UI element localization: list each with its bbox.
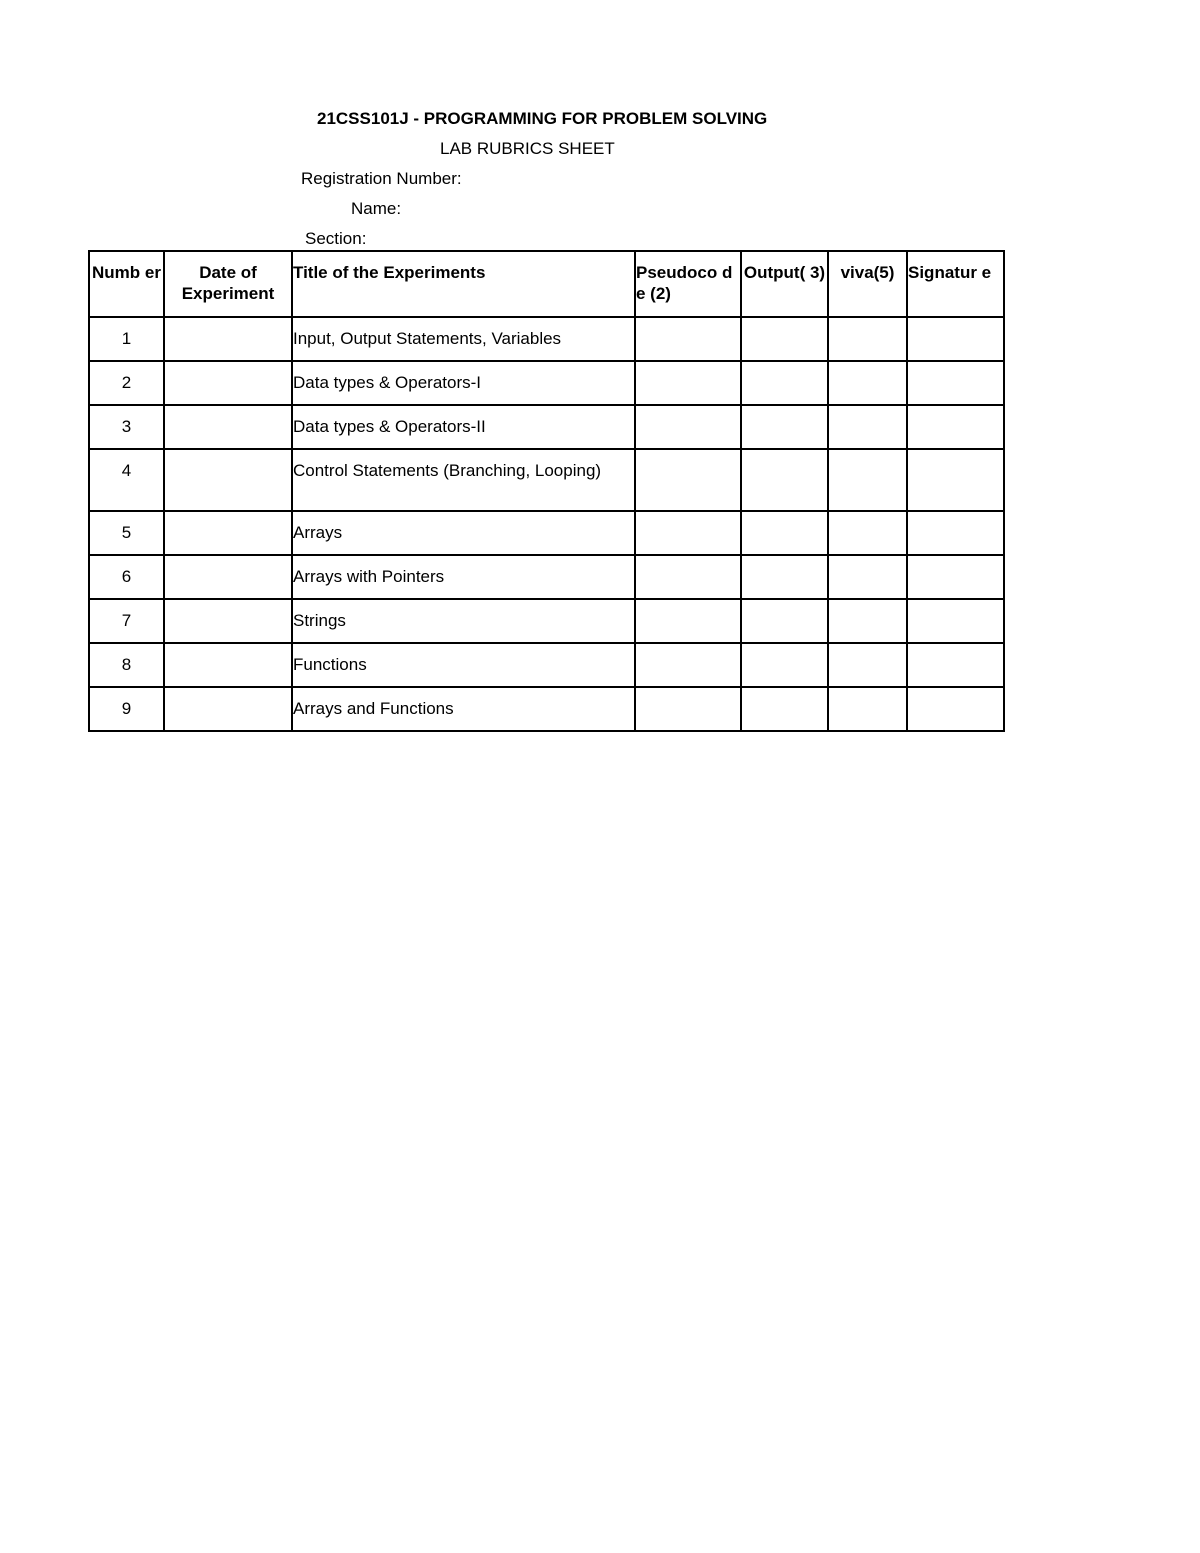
cell-viva[interactable]: [828, 449, 907, 511]
cell-date[interactable]: [164, 511, 292, 555]
cell-title: Arrays and Functions: [292, 687, 635, 731]
cell-title: Arrays: [292, 511, 635, 555]
cell-pseudocode[interactable]: [635, 555, 741, 599]
cell-title: Data types & Operators-II: [292, 405, 635, 449]
cell-number: 7: [89, 599, 164, 643]
cell-pseudocode[interactable]: [635, 361, 741, 405]
cell-title: Functions: [292, 643, 635, 687]
cell-viva[interactable]: [828, 643, 907, 687]
table-row: [89, 449, 1004, 511]
cell-number: 1: [89, 317, 164, 361]
table-row: [89, 599, 1004, 643]
cell-number: 8: [89, 643, 164, 687]
cell-number: 9: [89, 687, 164, 731]
cell-output[interactable]: [741, 317, 828, 361]
column-header-signature: Signatur e: [907, 251, 1004, 317]
cell-signature[interactable]: [907, 405, 1004, 449]
cell-pseudocode[interactable]: [635, 317, 741, 361]
cell-output[interactable]: [741, 449, 828, 511]
cell-date[interactable]: [164, 317, 292, 361]
column-header-pseudocode: Pseudoco de (2): [635, 251, 741, 317]
cell-signature[interactable]: [907, 361, 1004, 405]
cell-output[interactable]: [741, 643, 828, 687]
table-row: [89, 643, 1004, 687]
cell-signature[interactable]: [907, 687, 1004, 731]
cell-viva[interactable]: [828, 555, 907, 599]
table-row: [89, 555, 1004, 599]
cell-output[interactable]: [741, 687, 828, 731]
cell-title: Strings: [292, 599, 635, 643]
table-row: [89, 687, 1004, 731]
cell-output[interactable]: [741, 599, 828, 643]
table-row: [89, 405, 1004, 449]
cell-output[interactable]: [741, 511, 828, 555]
cell-date[interactable]: [164, 643, 292, 687]
column-header-output: Output( 3): [741, 251, 828, 317]
section-label: Section:: [305, 229, 367, 248]
registration-number-label: Registration Number:: [301, 169, 462, 188]
cell-signature[interactable]: [907, 599, 1004, 643]
cell-output[interactable]: [741, 555, 828, 599]
table-header-row: [89, 251, 1004, 317]
cell-signature[interactable]: [907, 643, 1004, 687]
course-title: 21CSS101J - PROGRAMMING FOR PROBLEM SOLVING: [317, 109, 768, 128]
cell-date[interactable]: [164, 687, 292, 731]
cell-pseudocode[interactable]: [635, 599, 741, 643]
cell-number: 5: [89, 511, 164, 555]
column-header-date: Date of Experiment: [164, 251, 292, 317]
cell-number: 4: [89, 449, 164, 511]
cell-pseudocode[interactable]: [635, 405, 741, 449]
column-header-title: Title of the Experiments: [292, 251, 635, 317]
cell-title: Input, Output Statements, Variables: [292, 317, 635, 361]
cell-date[interactable]: [164, 449, 292, 511]
cell-pseudocode[interactable]: [635, 687, 741, 731]
cell-viva[interactable]: [828, 511, 907, 555]
cell-date[interactable]: [164, 599, 292, 643]
cell-signature[interactable]: [907, 555, 1004, 599]
cell-output[interactable]: [741, 361, 828, 405]
table-row: [89, 511, 1004, 555]
cell-title: Control Statements (Branching, Looping): [292, 449, 635, 511]
cell-pseudocode[interactable]: [635, 643, 741, 687]
table-row: [89, 317, 1004, 361]
cell-viva[interactable]: [828, 361, 907, 405]
rubrics-table: [88, 250, 1005, 732]
cell-title: Arrays with Pointers: [292, 555, 635, 599]
cell-viva[interactable]: [828, 405, 907, 449]
cell-viva[interactable]: [828, 317, 907, 361]
cell-viva[interactable]: [828, 599, 907, 643]
cell-signature[interactable]: [907, 511, 1004, 555]
name-label: Name:: [351, 199, 402, 218]
cell-pseudocode[interactable]: [635, 511, 741, 555]
cell-date[interactable]: [164, 405, 292, 449]
cell-date[interactable]: [164, 361, 292, 405]
column-header-viva: viva(5): [828, 251, 907, 317]
cell-signature[interactable]: [907, 317, 1004, 361]
sheet-title: LAB RUBRICS SHEET: [440, 139, 615, 158]
cell-date[interactable]: [164, 555, 292, 599]
cell-number: 2: [89, 361, 164, 405]
cell-pseudocode[interactable]: [635, 449, 741, 511]
cell-viva[interactable]: [828, 687, 907, 731]
cell-number: 6: [89, 555, 164, 599]
cell-number: 3: [89, 405, 164, 449]
table-row: [89, 361, 1004, 405]
cell-signature[interactable]: [907, 449, 1004, 511]
cell-title: Data types & Operators-I: [292, 361, 635, 405]
cell-output[interactable]: [741, 405, 828, 449]
column-header-number: Numb er: [89, 251, 164, 317]
